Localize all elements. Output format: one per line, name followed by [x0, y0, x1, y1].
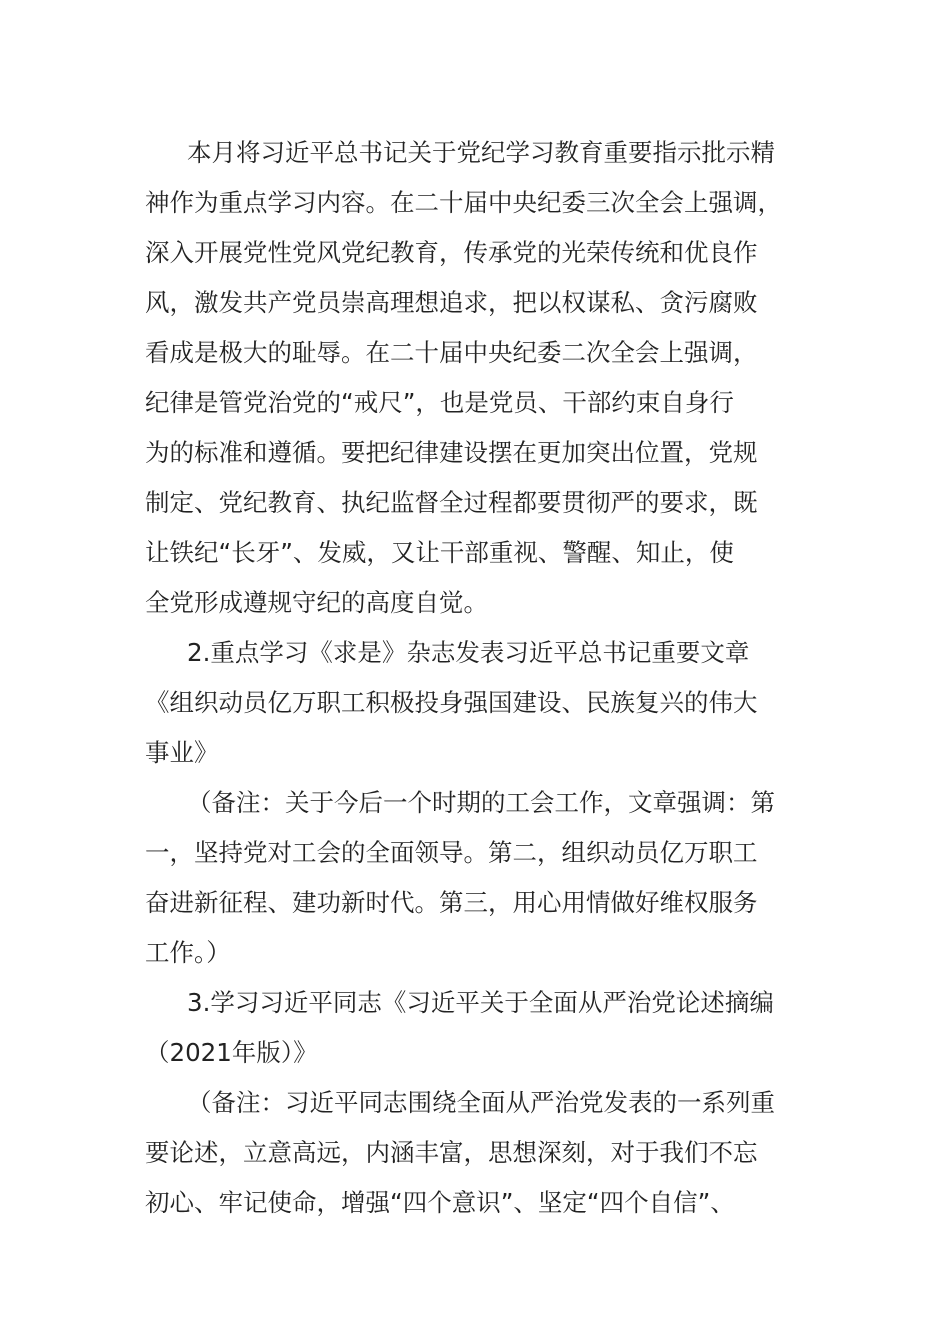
note-line: 一，坚持党对工会的全面领导。第二，组织动员亿万职工	[145, 838, 758, 867]
paragraph-line: 全党形成遵规守纪的高度自觉。	[145, 588, 488, 617]
document-body	[145, 128, 805, 1228]
note-line: 奋进新征程、建功新时代。第三，用心用情做好维权服务	[145, 888, 758, 917]
paragraph-line: 让铁纪“长牙”、发威，又让干部重视、警醒、知止，使	[145, 538, 734, 567]
paragraph-line: 本月将习近平总书记关于党纪学习教育重要指示批示精	[187, 138, 775, 167]
note-line: 要论述，立意高远，内涵丰富，思想深刻，对于我们不忘	[145, 1138, 758, 1167]
paragraph-line: 风，激发共产党员崇高理想追求，把以权谋私、贪污腐败	[145, 288, 758, 317]
note-line: 工作。）	[145, 938, 231, 967]
paragraph-line: 看成是极大的耻辱。在二十届中央纪委二次全会上强调，	[145, 338, 758, 367]
paragraph-line: 为的标准和遵循。要把纪律建设摆在更加突出位置，党规	[145, 438, 758, 467]
paragraph-line: 纪律是管党治党的“戒尺”，也是党员、干部约束自身行	[145, 388, 734, 417]
paragraph-line: 深入开展党性党风党纪教育，传承党的光荣传统和优良作	[145, 238, 758, 267]
note-line: （备注：习近平同志围绕全面从严治党发表的一系列重	[187, 1088, 775, 1117]
note-line: 初心、牢记使命，增强“四个意识”、坚定“四个自信”、	[145, 1188, 735, 1217]
paragraph-line: 制定、党纪教育、执纪监督全过程都要贯彻严的要求，既	[145, 488, 758, 517]
section-heading-line: 3.学习习近平同志《习近平关于全面从严治党论述摘编	[187, 988, 774, 1017]
section-heading-line: 事业》	[145, 738, 219, 767]
section-heading-line: （2021年版）》	[145, 1038, 318, 1067]
paragraph-line: 神作为重点学习内容。在二十届中央纪委三次全会上强调，	[145, 188, 782, 217]
section-heading-line: 《组织动员亿万职工积极投身强国建设、民族复兴的伟大	[145, 688, 758, 717]
note-line: （备注：关于今后一个时期的工会工作，文章强调：第	[187, 788, 775, 817]
section-heading-line: 2.重点学习《求是》杂志发表习近平总书记重要文章	[187, 638, 750, 667]
